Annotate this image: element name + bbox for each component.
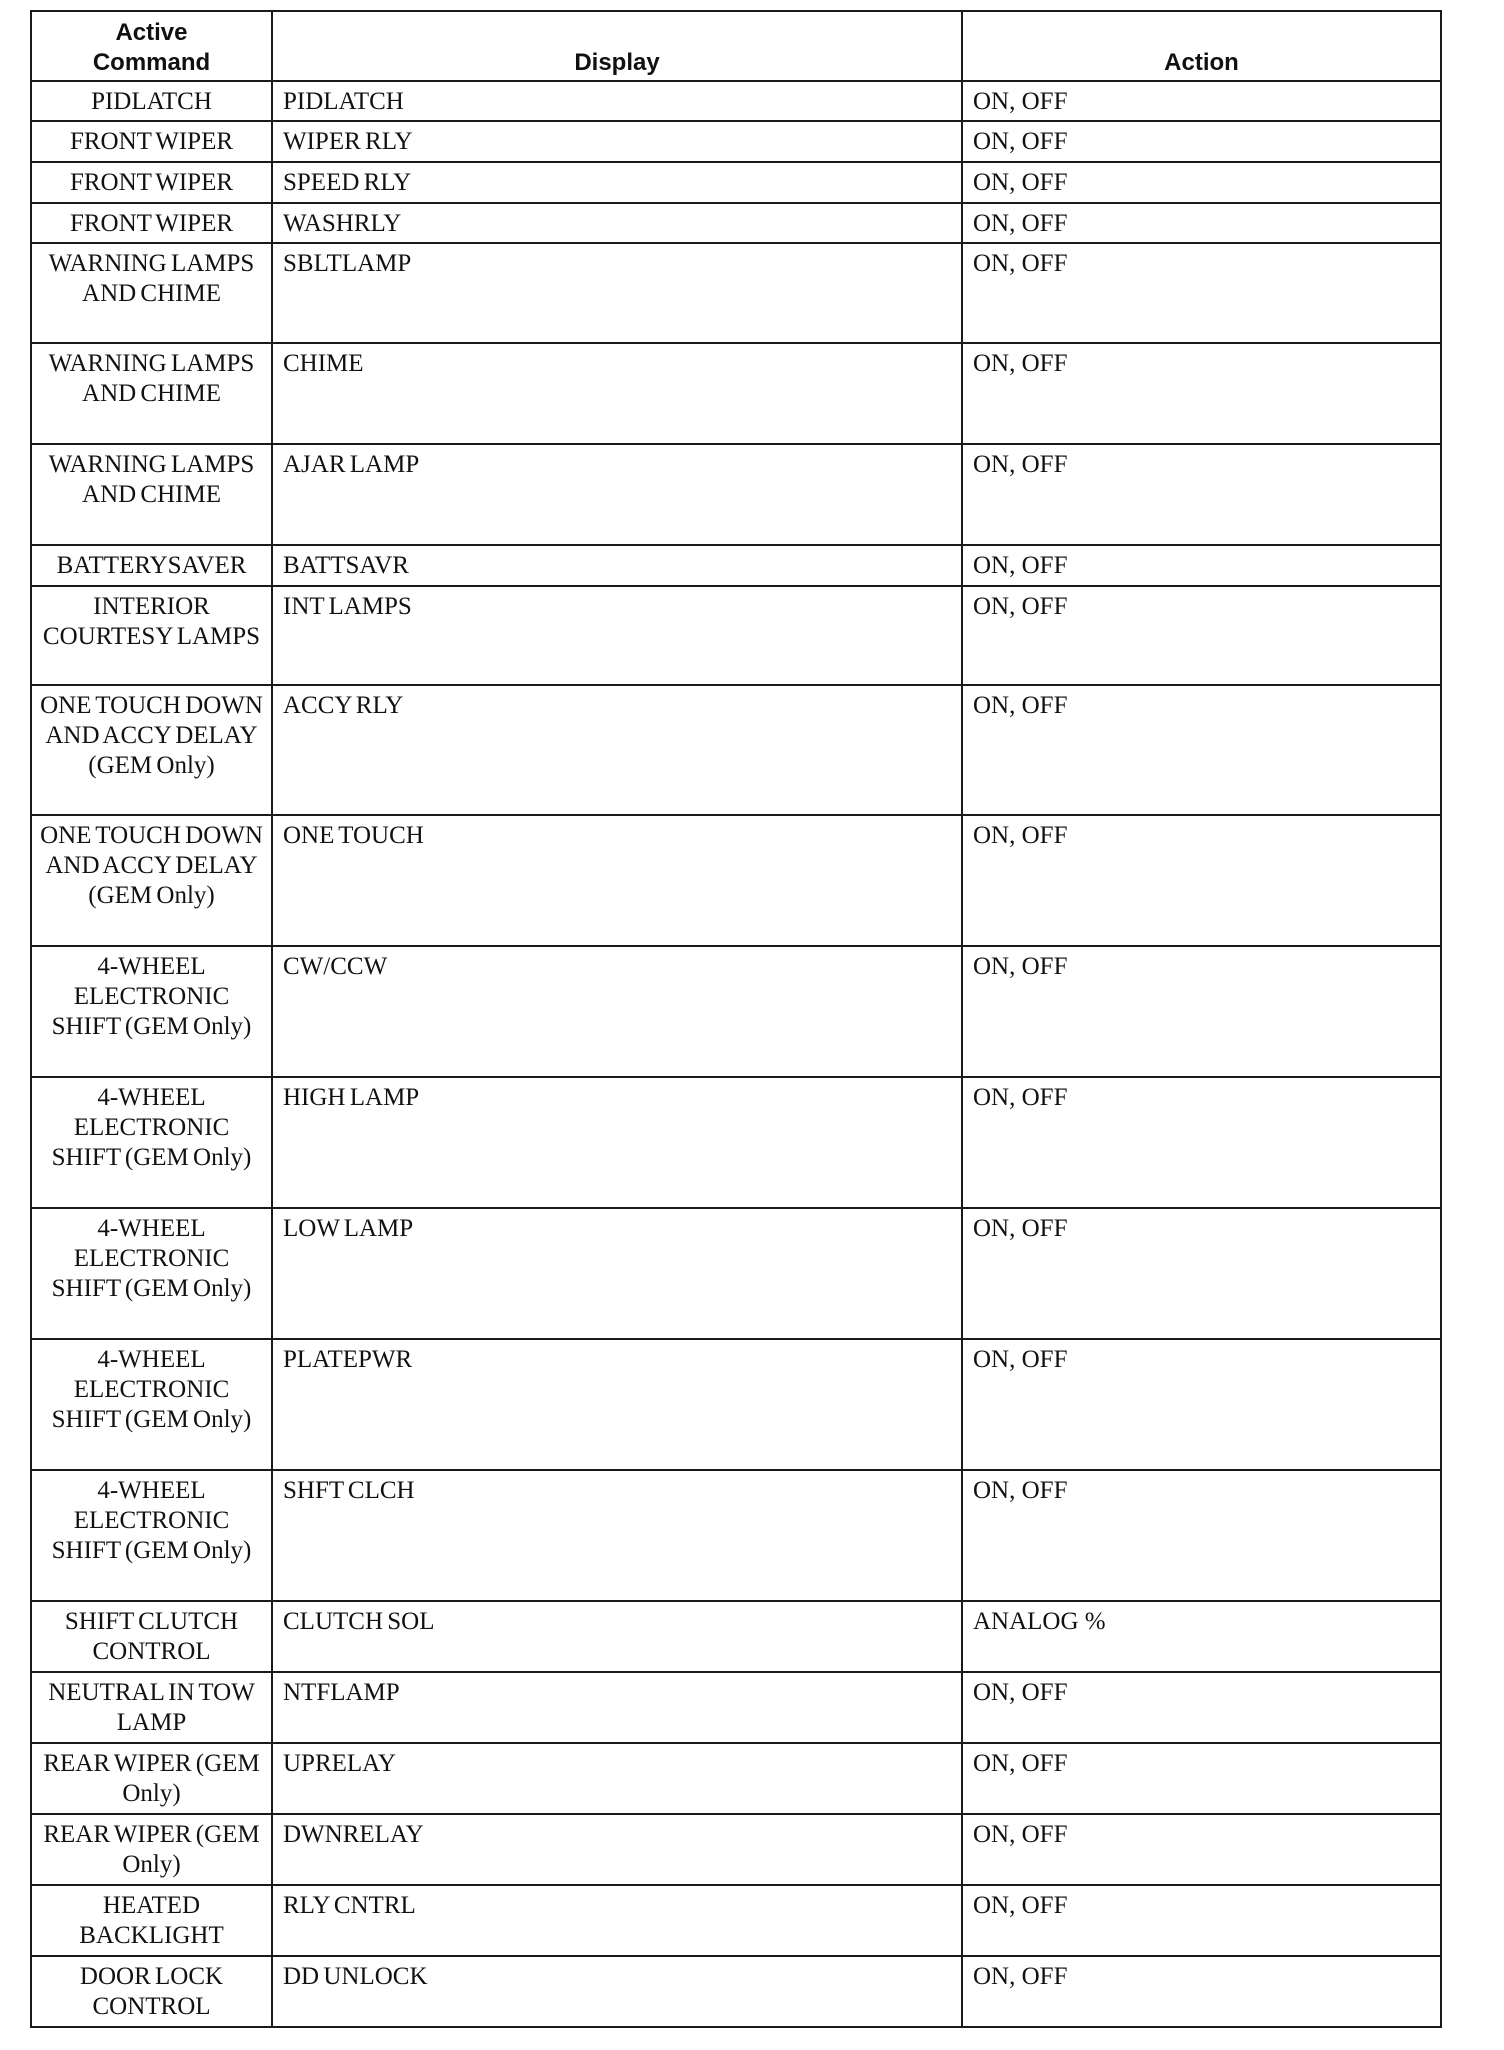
table-row [31, 1956, 1441, 2027]
cell-action: ON, OFF [962, 545, 1441, 586]
table-row [31, 203, 1441, 243]
cell-display: ONE TOUCH [272, 815, 962, 946]
cell-action: ON, OFF [962, 1814, 1441, 1885]
table-row [31, 815, 1441, 946]
table-row [31, 1885, 1441, 1956]
table-row [31, 1470, 1441, 1601]
cell-action: ON, OFF [962, 815, 1441, 946]
cell-action: ON, OFF [962, 203, 1441, 243]
table-row [31, 545, 1441, 586]
header-row [31, 11, 1441, 81]
cell-action: ON, OFF [962, 586, 1441, 685]
cell-action: ON, OFF [962, 1470, 1441, 1601]
cell-command: HEATED BACKLIGHT [31, 1885, 272, 1956]
cell-display: CW/CCW [272, 946, 962, 1077]
cell-command: 4-WHEEL ELECTRONIC SHIFT (GEM Only) [31, 1208, 272, 1339]
cell-action: ON, OFF [962, 121, 1441, 162]
cell-action: ON, OFF [962, 1339, 1441, 1470]
table-row [31, 162, 1441, 203]
cell-display: HIGH LAMP [272, 1077, 962, 1208]
cell-command: 4-WHEEL ELECTRONIC SHIFT (GEM Only) [31, 1077, 272, 1208]
command-table [30, 10, 1442, 2028]
cell-command: ONE TOUCH DOWN AND ACCY DELAY (GEM Only) [31, 685, 272, 815]
header-command-line1: Active [115, 19, 188, 46]
cell-display: PIDLATCH [272, 81, 962, 121]
cell-display: WASHRLY [272, 203, 962, 243]
cell-display: SBLTLAMP [272, 243, 962, 343]
table-row [31, 1208, 1441, 1339]
cell-command: BATTERYSAVER [31, 545, 272, 586]
cell-command: REAR WIPER (GEM Only) [31, 1743, 272, 1814]
header-display: Display [272, 11, 962, 81]
cell-command: FRONT WIPER [31, 162, 272, 203]
cell-action: ON, OFF [962, 162, 1441, 203]
cell-action: ANALOG % [962, 1601, 1441, 1672]
table-row [31, 1672, 1441, 1743]
table-row [31, 1743, 1441, 1814]
cell-action: ON, OFF [962, 1743, 1441, 1814]
cell-command: WARNING LAMPS AND CHIME [31, 343, 272, 444]
cell-action: ON, OFF [962, 444, 1441, 545]
table-row [31, 1601, 1441, 1672]
table-row [31, 81, 1441, 121]
cell-display: NTFLAMP [272, 1672, 962, 1743]
cell-action: ON, OFF [962, 1885, 1441, 1956]
cell-action: ON, OFF [962, 243, 1441, 343]
cell-command: PIDLATCH [31, 81, 272, 121]
table-row [31, 946, 1441, 1077]
cell-display: RLY CNTRL [272, 1885, 962, 1956]
cell-command: ONE TOUCH DOWN AND ACCY DELAY (GEM Only) [31, 815, 272, 946]
cell-command: REAR WIPER (GEM Only) [31, 1814, 272, 1885]
table-row [31, 1814, 1441, 1885]
cell-display: LOW LAMP [272, 1208, 962, 1339]
cell-display: UPRELAY [272, 1743, 962, 1814]
cell-action: ON, OFF [962, 946, 1441, 1077]
cell-action: ON, OFF [962, 1208, 1441, 1339]
cell-display: WIPER RLY [272, 121, 962, 162]
cell-command: SHIFT CLUTCH CONTROL [31, 1601, 272, 1672]
header-command-line2: Command [92, 49, 211, 76]
table-row [31, 685, 1441, 815]
table-row [31, 1339, 1441, 1470]
cell-command: DOOR LOCK CONTROL [31, 1956, 272, 2027]
table-row [31, 1077, 1441, 1208]
cell-display: CLUTCH SOL [272, 1601, 962, 1672]
cell-action: ON, OFF [962, 1077, 1441, 1208]
table-row [31, 586, 1441, 685]
cell-command: INTERIOR COURTESY LAMPS [31, 586, 272, 685]
cell-display: DWNRELAY [272, 1814, 962, 1885]
table-row [31, 121, 1441, 162]
cell-command: FRONT WIPER [31, 121, 272, 162]
cell-command: 4-WHEEL ELECTRONIC SHIFT (GEM Only) [31, 1339, 272, 1470]
cell-action: ON, OFF [962, 1956, 1441, 2027]
header-active-command [31, 11, 272, 81]
table-row [31, 343, 1441, 444]
cell-action: ON, OFF [962, 1672, 1441, 1743]
cell-action: ON, OFF [962, 343, 1441, 444]
cell-display: DD UNLOCK [272, 1956, 962, 2027]
cell-display: SHFT CLCH [272, 1470, 962, 1601]
cell-display: CHIME [272, 343, 962, 444]
cell-display: SPEED RLY [272, 162, 962, 203]
cell-command: WARNING LAMPS AND CHIME [31, 444, 272, 545]
table-row [31, 444, 1441, 545]
cell-display: AJAR LAMP [272, 444, 962, 545]
cell-display: ACCY RLY [272, 685, 962, 815]
cell-action: ON, OFF [962, 81, 1441, 121]
table-row [31, 243, 1441, 343]
cell-command: WARNING LAMPS AND CHIME [31, 243, 272, 343]
cell-command: 4-WHEEL ELECTRONIC SHIFT (GEM Only) [31, 1470, 272, 1601]
cell-command: FRONT WIPER [31, 203, 272, 243]
cell-display: INT LAMPS [272, 586, 962, 685]
header-action: Action [962, 11, 1441, 81]
cell-display: PLATEPWR [272, 1339, 962, 1470]
cell-action: ON, OFF [962, 685, 1441, 815]
cell-command: 4-WHEEL ELECTRONIC SHIFT (GEM Only) [31, 946, 272, 1077]
cell-display: BATTSAVR [272, 545, 962, 586]
cell-command: NEUTRAL IN TOW LAMP [31, 1672, 272, 1743]
